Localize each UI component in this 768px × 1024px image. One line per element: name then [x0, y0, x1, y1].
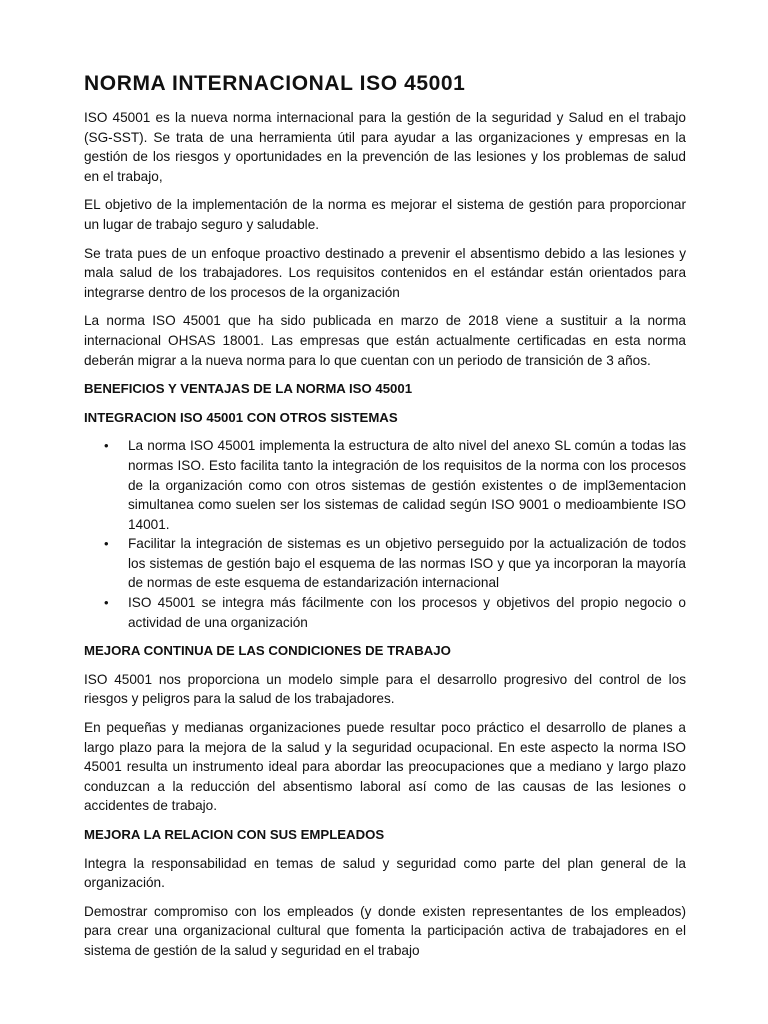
- paragraph-employees-1: Integra la responsabilidad en temas de salud y seguridad como parte del plan general de la organización.: [84, 855, 686, 891]
- bullet-text: ISO 45001 se integra más fácilmente con los procesos y objetivos del propio negocio o actividad de una organización: [128, 595, 686, 630]
- heading-benefits: BENEFICIOS Y VENTAJAS DE LA NORMA ISO 45001: [84, 381, 413, 397]
- paragraph-continuous-1: ISO 45001 nos proporciona un modelo simple para el desarrollo progresivo del control de los riesgos y peligros para la salud de los trabajadores.: [84, 671, 686, 707]
- paragraph-employees-2: Demostrar compromiso con los empleados (y donde existen representantes de los empleados) para crear una organizacional cultural que fomenta la participación activa de trabajadores en el sistema de gestión de la salud y seguridad en el trabajo: [84, 903, 686, 958]
- bullet-icon: •: [104, 438, 109, 454]
- heading-continuous-improvement: MEJORA CONTINUA DE LAS CONDICIONES DE TRABAJO: [84, 643, 451, 659]
- paragraph-intro-4: La norma ISO 45001 que ha sido publicada en marzo de 2018 viene a sustituir a la norma internacional OHSAS 18001. Las empresas que están actualmente certificadas en esta norma deberán migrar a la nueva norma para lo que cuentan con un periodo de transición de 3 años.: [84, 313, 686, 368]
- bullet-text: Facilitar la integración de sistemas es un objetivo perseguido por la actualización de todos los sistemas de gestión bajo el esquema de las normas ISO y que ya incorporan la mayoría de normas de este esquema de estandarización internacional: [128, 536, 686, 591]
- paragraph-intro-3: Se trata pues de un enfoque proactivo destinado a prevenir el absentismo debido a las lesiones y mala salud de los trabajadores. Los requisitos contenidos en el estándar están orientados para integrarse dentro de los procesos de la organización: [84, 245, 686, 300]
- paragraph-continuous-2: En pequeñas y medianas organizaciones puede resultar poco práctico el desarrollo de planes a largo plazo para la mejora de la salud y la seguridad ocupacional. En este aspecto la norma ISO 45001 resulta un instrumento ideal para abordar las preocupaciones que a mediano y largo plazo conduzcan a la reducción del absentismo laboral así como de las causas de las lesiones o accidentes de trabajo.: [84, 720, 686, 814]
- bullet-list: [84, 436, 686, 632]
- document-title: NORMA INTERNACIONAL ISO 45001: [84, 72, 466, 95]
- heading-integration: INTEGRACION ISO 45001 CON OTROS SISTEMAS: [84, 409, 398, 425]
- paragraph-intro-1: ISO 45001 es la nueva norma internacional para la gestión de la seguridad y Salud en el trabajo (SG-SST). Se trata de una herramienta útil para ayudar a las organizaciones y empresas en la gestión de los riesgos y oportunidades en la prevención de las lesiones y los problemas de salud en el trabajo,: [84, 110, 686, 184]
- list-item: [104, 436, 686, 534]
- heading-employees: MEJORA LA RELACION CON SUS EMPLEADOS: [84, 827, 385, 842]
- bullet-icon: •: [104, 536, 109, 552]
- bullet-text: La norma ISO 45001 implementa la estructura de alto nivel del anexo SL común a todas las normas ISO. Esto facilita tanto la integración de los requisitos de la norma con los procesos de la organización como con otros sistemas de gestión existentes o de impl3ementacion simultanea como suelen ser los sistemas de calidad según ISO 9001 o medioambiente ISO 14001.: [128, 438, 686, 532]
- paragraph-intro-2: EL objetivo de la implementación de la norma es mejorar el sistema de gestión para proporcionar un lugar de trabajo seguro y saludable.: [84, 197, 686, 232]
- list-item: [104, 593, 686, 632]
- bullet-icon: •: [104, 595, 109, 611]
- list-item: [104, 534, 686, 593]
